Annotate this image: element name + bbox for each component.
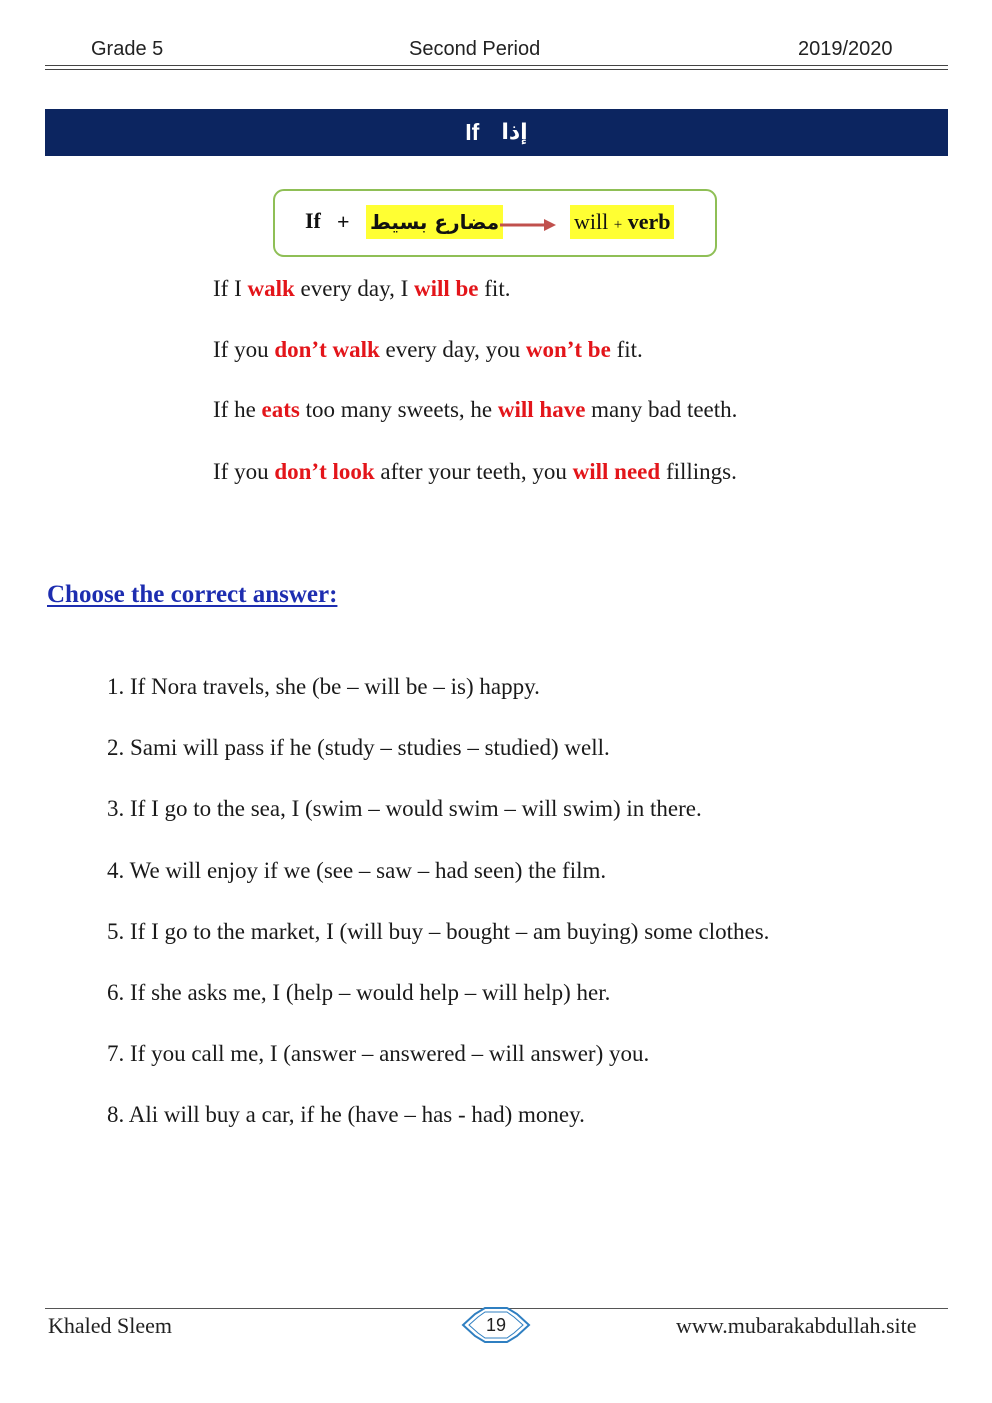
rule-will: will <box>574 209 609 234</box>
page-number: 19 <box>485 1315 507 1335</box>
header-rule-double <box>45 69 948 70</box>
example-text: every day, I <box>294 276 414 301</box>
rule-verb: verb <box>627 209 671 234</box>
example-text: fit. <box>610 337 643 362</box>
title-bar <box>45 109 948 156</box>
example-text: fit. <box>478 276 511 301</box>
example-text: If he <box>213 397 262 422</box>
example-text: many bad teeth. <box>585 397 738 422</box>
example-sentence <box>213 337 643 363</box>
header-rule <box>45 65 948 66</box>
example-verb: don’t look <box>274 459 375 484</box>
header-grade: Grade 5 <box>91 38 164 60</box>
footer-author: Khaled Sleem <box>48 1313 173 1338</box>
rule-arabic-tense: مضارع بسيط <box>366 205 503 239</box>
example-text: fillings. <box>660 459 737 484</box>
question-item: 5. If I go to the market, I (will buy – bought – am buying) some clothes. <box>107 919 770 944</box>
header-period: Second Period <box>409 38 541 60</box>
rule-if: If <box>305 208 321 233</box>
example-text: If you <box>213 459 275 484</box>
example-verb: will have <box>497 397 586 422</box>
exercise-title: Choose the correct answer: <box>47 581 338 608</box>
example-sentence <box>213 459 737 485</box>
question-item: 4. We will enjoy if we (see – saw – had seen) the film. <box>107 858 607 883</box>
footer-site: www.mubarakabdullah.site <box>676 1313 917 1338</box>
example-sentence <box>213 397 737 423</box>
question-item: 6. If she asks me, I (help – would help – will help) her. <box>107 980 611 1005</box>
rule-plus: + <box>337 209 350 234</box>
header-year: 2019/2020 <box>798 38 893 60</box>
rule-plus-2: + <box>613 217 623 233</box>
example-verb: don’t walk <box>274 337 380 362</box>
example-text: every day, you <box>379 337 526 362</box>
question-item: 1. If Nora travels, she (be – will be – is) happy. <box>107 674 540 699</box>
title-arabic: إذا <box>501 120 528 145</box>
question-item: 8. Ali will buy a car, if he (have – has - had) money. <box>107 1102 585 1127</box>
question-item: 2. Sami will pass if he (study – studies – studied) well. <box>107 735 610 760</box>
example-sentence <box>213 276 510 302</box>
question-item: 3. If I go to the sea, I (swim – would swim – will swim) in there. <box>107 796 702 821</box>
example-verb: will be <box>413 276 479 301</box>
rule-will-verb <box>570 205 674 239</box>
example-verb: won’t be <box>525 337 611 362</box>
title-english: If <box>465 119 480 145</box>
example-text: too many sweets, he <box>299 397 498 422</box>
question-item: 7. If you call me, I (answer – answered – will answer) you. <box>107 1041 650 1066</box>
example-verb: eats <box>261 397 300 422</box>
example-verb: will need <box>572 459 661 484</box>
example-text: If you <box>213 337 275 362</box>
example-text: after your teeth, you <box>374 459 573 484</box>
arrow-right-icon <box>498 217 558 233</box>
example-verb: walk <box>247 276 295 301</box>
example-text: If I <box>213 276 248 301</box>
